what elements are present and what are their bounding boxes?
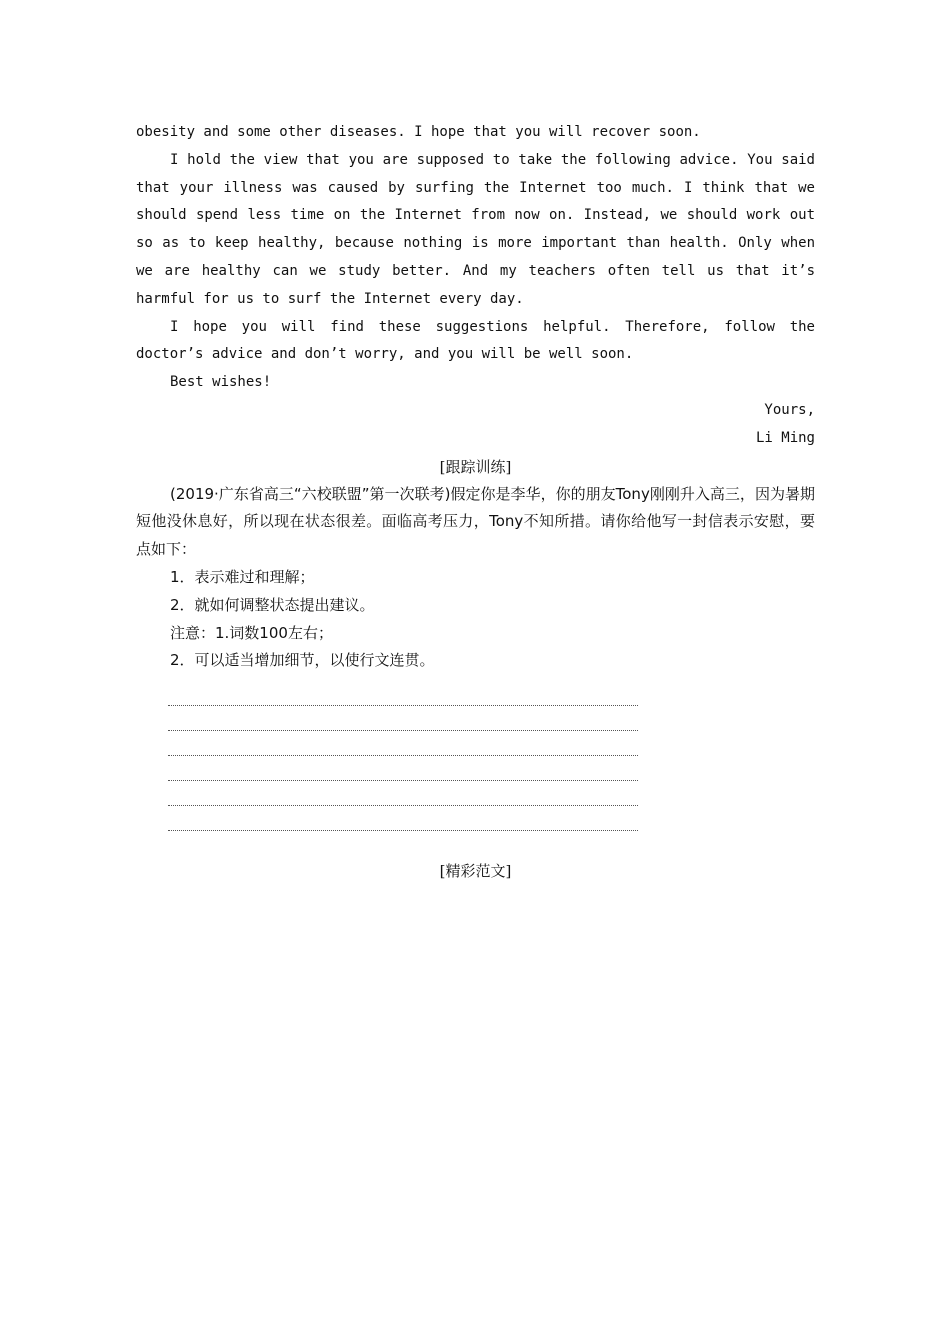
- letter-paragraph-3: I hope you will find these suggestions helpful. Therefore, follow the doctor’s advice and don’t worry, and you will be well soon.: [136, 318, 815, 363]
- answer-line[interactable]: [168, 706, 638, 731]
- letter-greeting-close: Best wishes!: [170, 374, 272, 391]
- letter-closing: Yours,: [764, 401, 815, 418]
- practice-prompt: (2019·广东省高三“六校联盟”第一次联考)假定你是李华，你的朋友Tony刚刚升入高三，因为暑期短他没休息好，所以现在状态很差。面临高考压力，Tony不知所措。请你给他写一封信表示安慰，要点如下：: [136, 484, 815, 559]
- letter-paragraph-2: I hold the view that you are supposed to take the following advice. You said that your illness was caused by surfing the Internet too much. I think that we should spend less time on the Internet from now on. Instead, we should work out so as to keep healthy, because nothing is more important than health. Only when we are healthy can we study better. And my teachers often tell us that it’s harmful for us to surf the Internet every day.: [136, 151, 815, 307]
- letter-paragraph-1: obesity and some other diseases. I hope that you will recover soon.: [136, 124, 701, 140]
- practice-note-2: 2．可以适当增加细节，以使行文连贯。: [170, 651, 435, 670]
- sample-heading: [精彩范文]: [439, 862, 512, 881]
- answer-line[interactable]: [168, 731, 638, 756]
- answer-line[interactable]: [168, 681, 638, 706]
- practice-note-1: 注意：1.词数100左右；: [170, 623, 333, 642]
- document-page: [136, 119, 815, 885]
- practice-heading: [跟踪训练]: [439, 457, 512, 476]
- letter-signature: Li Ming: [755, 429, 815, 446]
- answer-line[interactable]: [168, 806, 638, 831]
- answer-line[interactable]: [168, 781, 638, 806]
- practice-point-1: 1．表示难过和理解；: [170, 567, 315, 586]
- practice-point-2: 2．就如何调整状态提出建议。: [170, 595, 375, 614]
- answer-line[interactable]: [168, 756, 638, 781]
- answer-lines: [168, 681, 638, 831]
